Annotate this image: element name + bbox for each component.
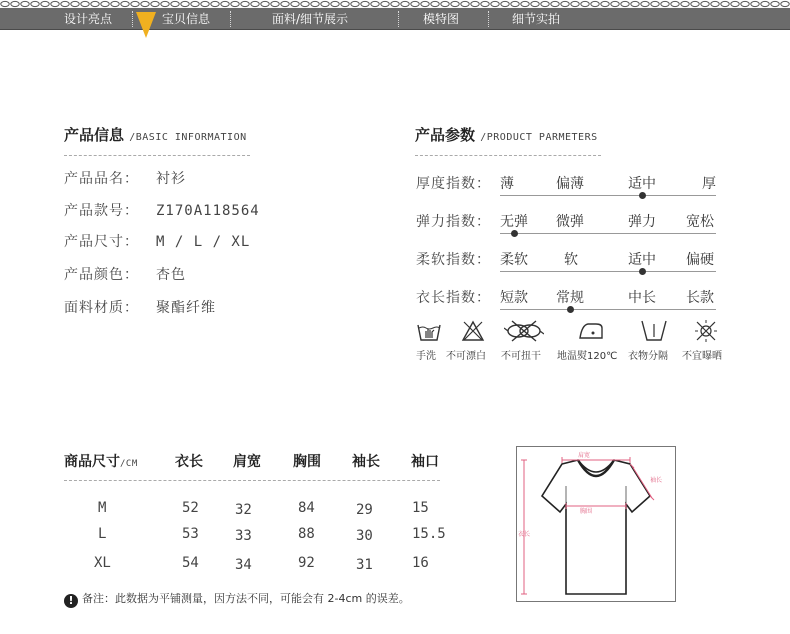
care-label: 衣物分隔 [628, 351, 668, 362]
info-label: 产品品名： [64, 171, 139, 187]
param-indicator [511, 230, 518, 237]
param-option: 薄 [500, 176, 514, 192]
size-value: 84 [298, 500, 315, 516]
info-row [64, 231, 250, 251]
param-option: 适中 [628, 176, 656, 192]
top-nav [0, 0, 790, 30]
param-label: 衣长指数： [416, 290, 491, 306]
no-bleach-icon [460, 318, 486, 344]
divider [64, 155, 250, 156]
param-scale-line [500, 195, 716, 196]
warning-icon: ! [64, 594, 78, 608]
info-value: 杏色 [156, 267, 186, 283]
size-column-header: 袖长 [352, 454, 380, 470]
info-label: 产品款号： [64, 203, 139, 219]
size-label: L [98, 526, 107, 542]
size-value: 32 [235, 502, 252, 518]
no-sun-icon [693, 318, 719, 344]
no-wring-icon [504, 318, 544, 344]
garment-measure-diagram [516, 446, 676, 602]
size-column-header: 胸围 [293, 454, 321, 470]
param-indicator [639, 192, 646, 199]
product-info-subtitle: /BASIC INFORMATION [129, 132, 247, 143]
param-option: 长款 [686, 290, 714, 306]
param-label: 柔软指数： [416, 252, 491, 268]
note-text: 备注：此数据为平铺测量，因方法不同，可能会有 2-4cm 的误差。 [82, 592, 410, 605]
param-label: 厚度指数： [416, 176, 491, 192]
size-table-title [64, 451, 138, 471]
care-label: 手洗 [416, 351, 436, 362]
info-label: 产品颜色： [64, 267, 139, 283]
nav-separator [132, 11, 133, 27]
param-option: 厚 [702, 176, 716, 192]
param-option: 柔软 [500, 252, 528, 268]
param-scale-line [500, 271, 716, 272]
care-label: 不可扭干 [501, 351, 541, 362]
size-value: 54 [182, 555, 199, 571]
product-params-title [415, 124, 598, 145]
param-scale-line [500, 309, 716, 310]
care-label: 不可漂白 [446, 351, 486, 362]
measurement-note [64, 590, 410, 608]
tab-model[interactable]: 模特图 [423, 12, 460, 26]
tab-product-info[interactable]: 宝贝信息 [162, 12, 211, 26]
diagram-label-shoulder: 肩宽 [578, 452, 591, 459]
tab-detail-photos[interactable]: 细节实拍 [512, 12, 561, 26]
size-table-unit: /CM [120, 459, 138, 469]
care-label: 地温熨120℃ [557, 351, 618, 362]
info-value: 聚酯纤维 [156, 300, 216, 316]
size-table-title-text: 商品尺寸 [64, 454, 120, 470]
param-scale-line [500, 233, 716, 234]
divider [415, 155, 601, 156]
size-value: 34 [235, 557, 252, 573]
wash-separately-icon [639, 318, 669, 344]
info-label: 产品尺寸： [64, 234, 139, 250]
size-value: 31 [356, 557, 373, 573]
active-tab-marker [136, 12, 156, 38]
tab-design-highlights[interactable]: 设计亮点 [64, 12, 113, 26]
size-value: 29 [356, 502, 373, 518]
size-label: M [98, 500, 107, 516]
hand-wash-icon [416, 318, 442, 344]
param-label: 弹力指数： [416, 214, 491, 230]
size-value: 30 [356, 528, 373, 544]
size-value: 88 [298, 526, 315, 542]
size-value: 15 [412, 500, 429, 516]
param-option: 适中 [628, 252, 656, 268]
info-row [64, 168, 186, 188]
param-option: 偏薄 [556, 176, 584, 192]
size-value: 53 [182, 526, 199, 542]
product-info-title-text: 产品信息 [64, 126, 125, 144]
nav-separator [230, 11, 231, 27]
diagram-label-length: 衣长 [518, 531, 531, 538]
size-column-header: 袖口 [411, 454, 439, 470]
diagram-label-chest: 胸围 [580, 508, 593, 515]
param-option: 中长 [628, 290, 656, 306]
info-row [64, 264, 186, 284]
iron-low-icon [576, 318, 606, 344]
product-params-subtitle: /PRODUCT PARMETERS [480, 132, 598, 143]
tab-fabric-details[interactable]: 面料/细节展示 [272, 12, 349, 26]
size-column-header: 肩宽 [233, 454, 261, 470]
size-value: 15.5 [412, 526, 446, 542]
size-value: 16 [412, 555, 429, 571]
info-row [64, 200, 260, 220]
diagram-label-sleeve: 袖长 [650, 477, 663, 484]
size-value: 92 [298, 555, 315, 571]
param-option: 短款 [500, 290, 528, 306]
size-value: 33 [235, 528, 252, 544]
nav-bar [0, 8, 790, 30]
info-value: M / L / XL [156, 234, 251, 250]
param-option: 偏硬 [686, 252, 714, 268]
info-label: 面料材质： [64, 300, 139, 316]
nav-ring-strip [0, 0, 790, 8]
care-label: 不宜曝晒 [682, 351, 722, 362]
size-label: XL [94, 555, 111, 571]
info-value: Z170A118564 [156, 203, 260, 219]
param-indicator [639, 268, 646, 275]
info-row [64, 297, 216, 317]
param-option: 弹力 [628, 214, 656, 230]
product-params-title-text: 产品参数 [415, 126, 476, 144]
param-indicator [567, 306, 574, 313]
nav-separator [398, 11, 399, 27]
param-option: 常规 [556, 290, 584, 306]
size-value: 52 [182, 500, 199, 516]
param-option: 软 [564, 252, 578, 268]
param-option: 无弹 [500, 214, 528, 230]
divider [64, 480, 440, 481]
product-info-title [64, 124, 247, 145]
size-column-header: 衣长 [175, 454, 203, 470]
nav-separator [488, 11, 489, 27]
info-value: 衬衫 [156, 171, 186, 187]
param-option: 微弹 [556, 214, 584, 230]
param-option: 宽松 [686, 214, 714, 230]
